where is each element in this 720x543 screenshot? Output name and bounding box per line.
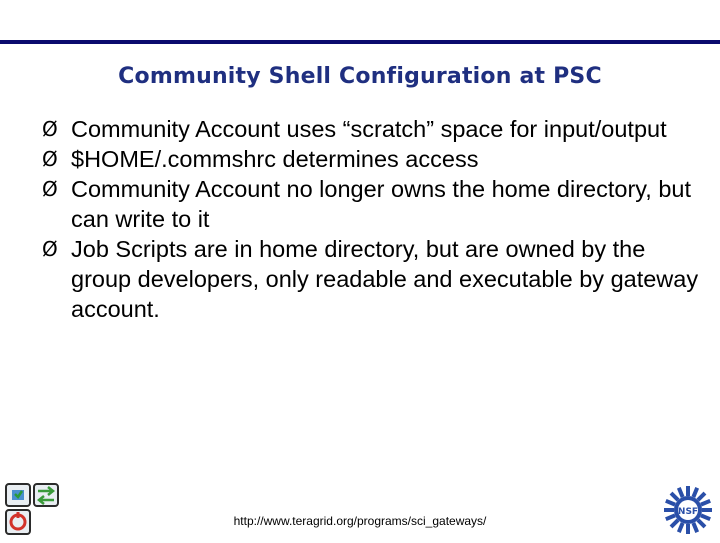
bullet-item bbox=[42, 174, 702, 234]
slide-title: Community Shell Configuration at PSC bbox=[118, 64, 602, 89]
arrow-bullet-icon: Ø bbox=[42, 117, 58, 141]
teragrid-gateway-icon bbox=[4, 482, 62, 543]
arrow-bullet-icon: Ø bbox=[42, 147, 58, 171]
bullet-item bbox=[42, 114, 702, 144]
top-divider-rule bbox=[0, 40, 720, 44]
bullet-text: Community Account no longer owns the home directory, but can write to it bbox=[71, 176, 692, 232]
nsf-seal-label: NSF bbox=[677, 507, 699, 517]
bullet-text: $HOME/.commshrc determines access bbox=[71, 146, 479, 172]
bullet-text: Community Account uses “scratch” space for input/output bbox=[71, 116, 667, 142]
bullet-item bbox=[42, 144, 702, 174]
bullet-list bbox=[42, 114, 702, 324]
footer-url-link[interactable]: http://www.teragrid.org/programs/sci_gateways/ bbox=[233, 514, 487, 528]
nsf-seal-icon bbox=[662, 484, 714, 541]
bullet-item bbox=[42, 234, 702, 324]
arrow-bullet-icon: Ø bbox=[42, 237, 58, 261]
arrow-bullet-icon: Ø bbox=[42, 177, 58, 201]
bullet-text: Job Scripts are in home directory, but are owned by the group developers, only readable and executable by gateway account. bbox=[71, 236, 699, 322]
